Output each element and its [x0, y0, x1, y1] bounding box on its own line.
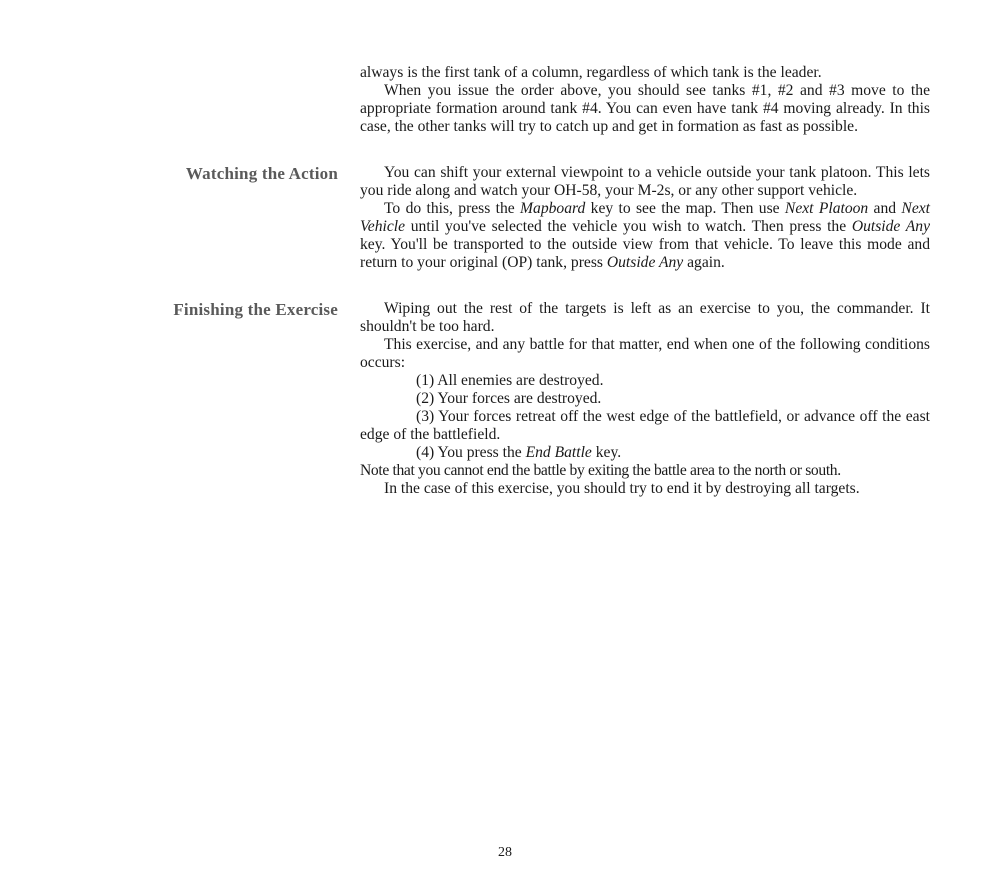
- condition-1: (1) All enemies are destroyed.: [416, 372, 604, 389]
- text-run: again.: [683, 254, 725, 271]
- heading-finishing-the-exercise: Finishing the Exercise: [173, 300, 338, 319]
- continued-paragraph: always is the first tank of a column, regardless of which tank is the leader.: [360, 64, 822, 81]
- text-run: until you've selected the vehicle you wish to watch. Then press the: [405, 218, 852, 235]
- wiping-out-paragraph: Wiping out the rest of the targets is left as an exercise to you, the commander. It shouldn't be too hard.: [360, 300, 930, 335]
- intro-text-block: [360, 64, 930, 136]
- key-name-end-battle: End Battle: [525, 444, 592, 461]
- key-name-mapboard: Mapboard: [520, 200, 586, 217]
- key-name-outside-any-again: Outside Any: [606, 254, 684, 271]
- text-run: and: [868, 200, 902, 217]
- watching-text-block: [360, 164, 930, 272]
- key-name-outside-any: Outside Any: [851, 218, 930, 235]
- key-name-next-platoon: Next Platoon: [784, 200, 869, 217]
- finishing-text-block: [360, 300, 930, 498]
- order-result-paragraph: When you issue the order above, you should see tanks #1, #2 and #3 move to the appropriate formation around tank #4. You can even have tank #4 moving already. In this case, the other tanks will try to catch up and get in formation as fast as possible.: [360, 82, 930, 135]
- text-run: (4) You press the: [416, 444, 526, 461]
- text-run: key.: [591, 444, 622, 461]
- condition-4: [360, 444, 930, 462]
- text-run: key. You'll be transported to the outside view from that vehicle. To leave this mode and return to your original (OP) tank, press: [360, 236, 930, 271]
- note-paragraph: Note that you cannot end the battle by exiting the battle area to the north or south.: [360, 462, 841, 479]
- condition-3: (3) Your forces retreat off the west edge of the battlefield, or advance off the east edge of the battlefield.: [360, 408, 930, 443]
- key-name-next-vehicle: Next Vehicle: [360, 200, 930, 235]
- viewpoint-paragraph: You can shift your external viewpoint to a vehicle outside your tank platoon. This lets you ride along and watch your OH-58, your M-2s, or any other support vehicle.: [360, 164, 930, 199]
- heading-watching-the-action: Watching the Action: [185, 164, 338, 183]
- mapboard-paragraph: [360, 200, 930, 272]
- closing-paragraph: In the case of this exercise, you should try to end it by destroying all targets.: [384, 480, 860, 497]
- page-number: 28: [498, 845, 512, 860]
- condition-2: (2) Your forces are destroyed.: [416, 390, 602, 407]
- text-run: key to see the map. Then use: [585, 200, 785, 217]
- text-run: To do this, press the: [384, 200, 521, 217]
- end-conditions-paragraph: This exercise, and any battle for that matter, end when one of the following conditions occurs:: [360, 336, 930, 371]
